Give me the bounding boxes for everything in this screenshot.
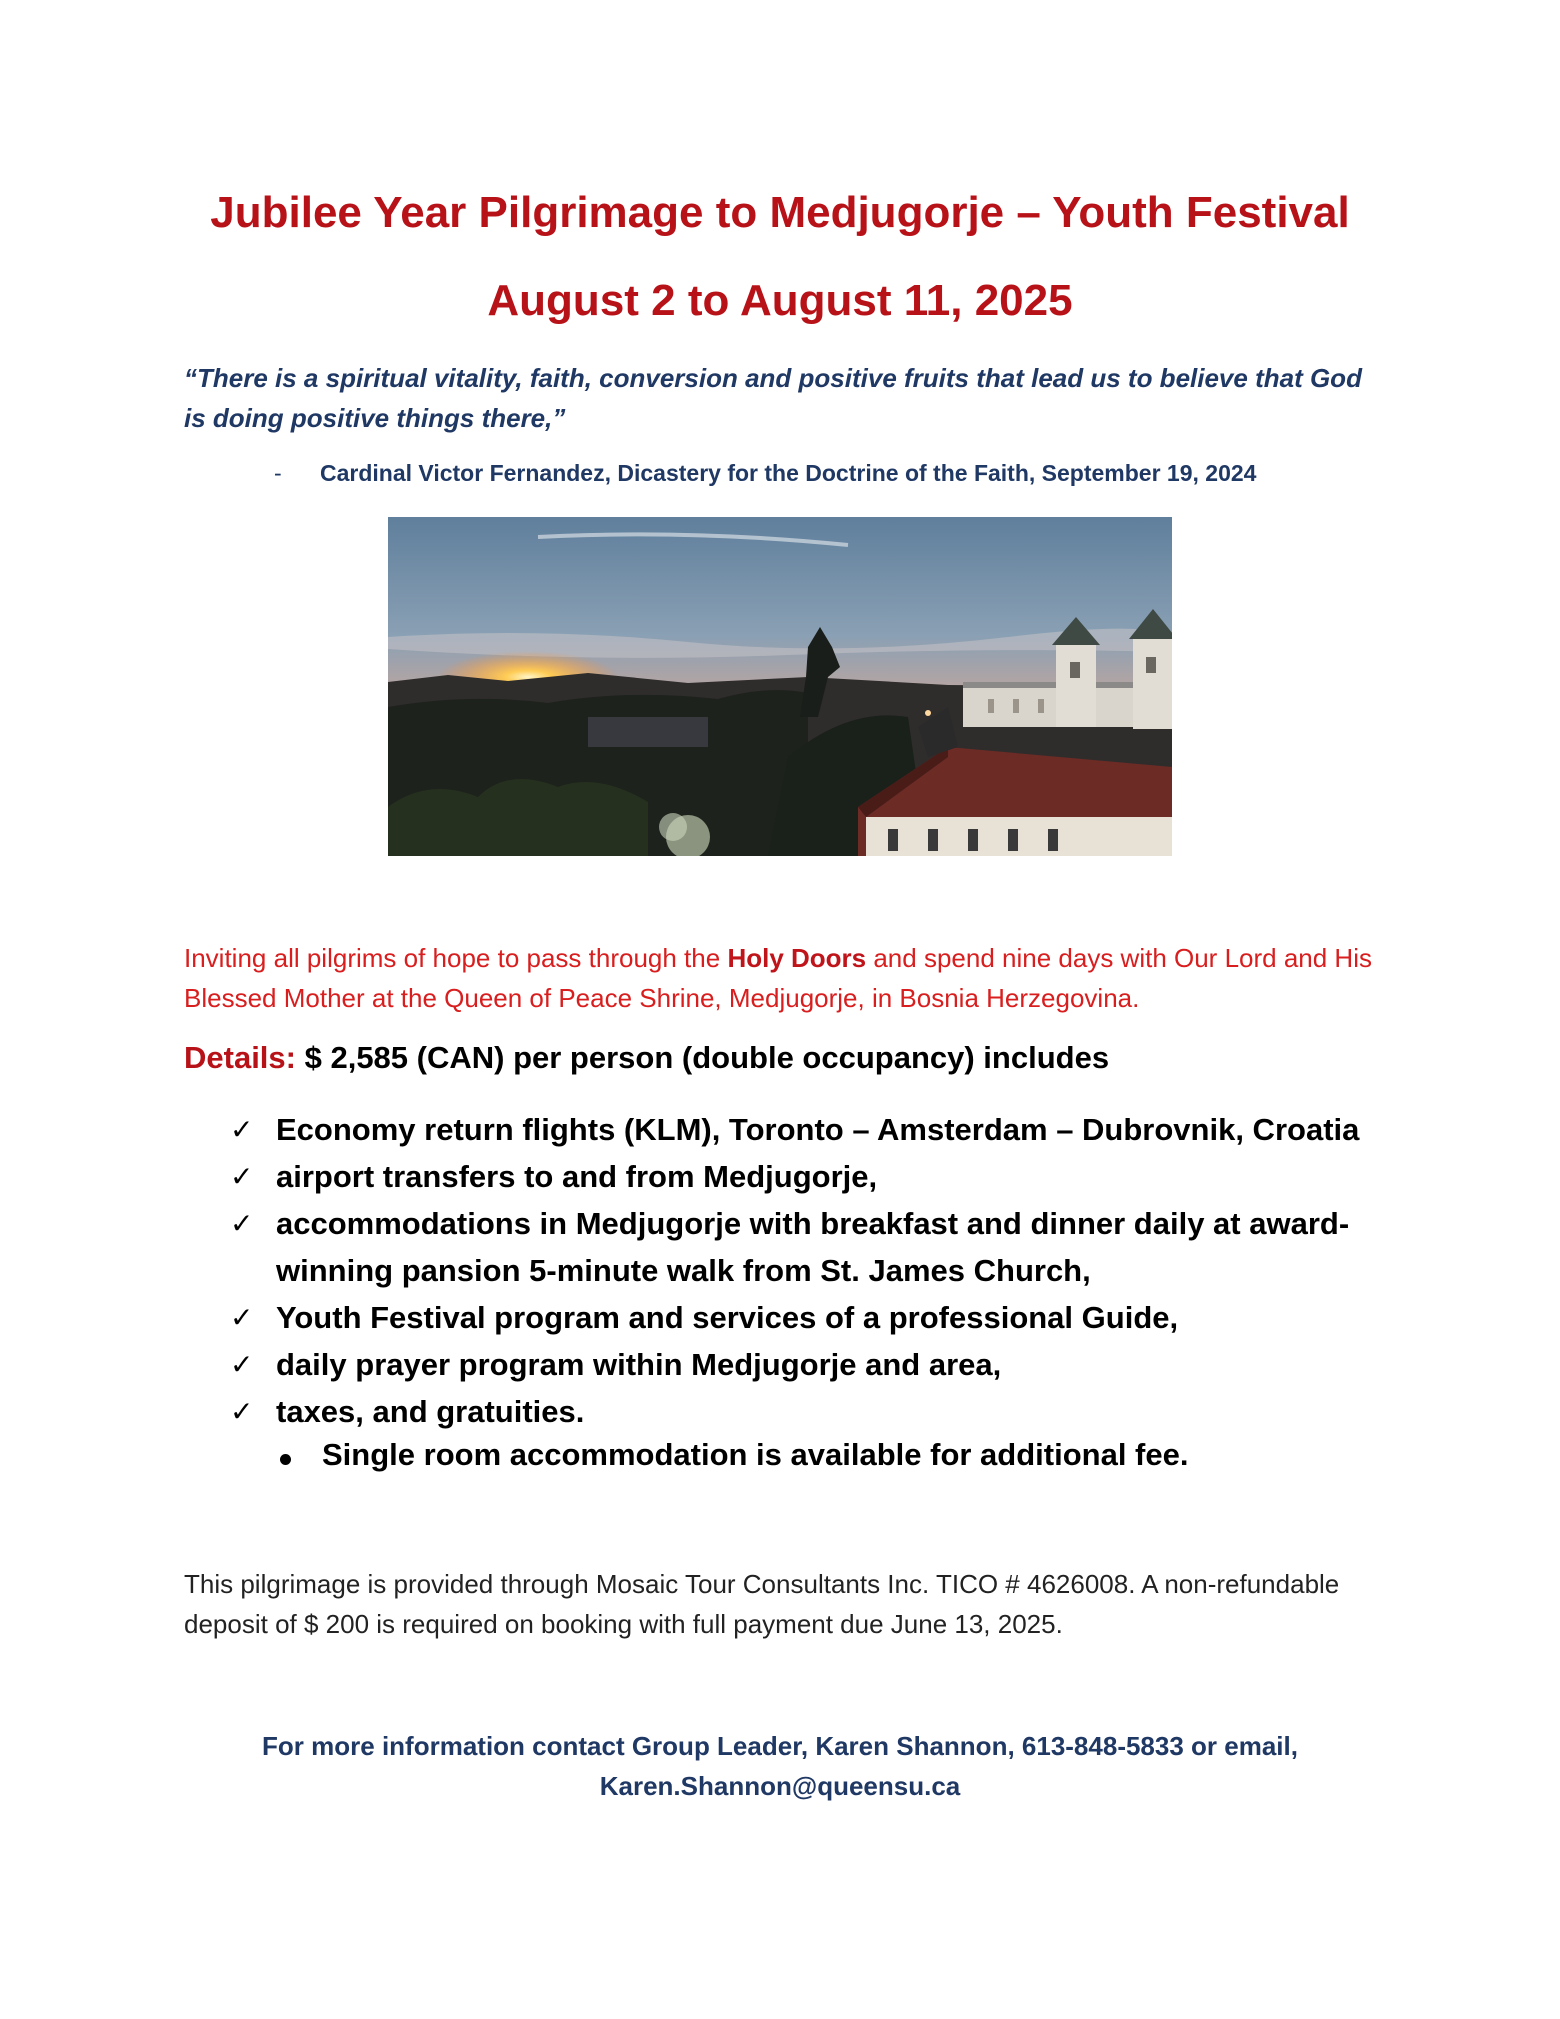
inclusion-text: taxes, and gratuities. xyxy=(276,1394,585,1429)
attribution-dash: - xyxy=(274,460,282,486)
contact-block xyxy=(0,1726,1560,1806)
checkmark-icon: ✓ xyxy=(230,1349,254,1380)
contact-line: For more information contact Group Leader, Karen Shannon, 613-848-5833 or email, xyxy=(262,1731,1298,1761)
list-item xyxy=(230,1200,1390,1294)
page-title: Jubilee Year Pilgrimage to Medjugorje – Youth Festival xyxy=(210,188,1350,237)
inclusion-text: airport transfers to and from Medjugorje, xyxy=(276,1159,878,1194)
price-text: $ 2,585 (CAN) per person (double occupancy) includes xyxy=(304,1040,1110,1075)
checkmark-icon: ✓ xyxy=(230,1396,254,1427)
holy-doors-highlight: Holy Doors xyxy=(727,943,867,973)
inclusion-text: accommodations in Medjugorje with breakfast and dinner daily at award-winning pansion 5-minute walk from St. James Church, xyxy=(276,1206,1350,1288)
invitation-text-after: and spend nine days with Our Lord and His Blessed Mother at the Queen of Peace Shrine, Medjugorje, in Bosnia Herzegovina. xyxy=(184,943,1372,1013)
list-item xyxy=(230,1153,1390,1200)
checkmark-icon: ✓ xyxy=(230,1161,254,1192)
checkmark-icon: ✓ xyxy=(230,1208,254,1239)
inclusion-text: Youth Festival program and services of a professional Guide, xyxy=(276,1300,1179,1335)
trip-dates: August 2 to August 11, 2025 xyxy=(487,276,1073,325)
inclusion-text: Economy return flights (KLM), Toronto – Amsterdam – Dubrovnik, Croatia xyxy=(276,1112,1360,1147)
inclusion-text: daily prayer program within Medjugorje and area, xyxy=(276,1347,1002,1382)
single-room-note xyxy=(276,1437,1188,1473)
invitation-text-before: Inviting all pilgrims of hope to pass through the xyxy=(184,943,728,973)
details-heading xyxy=(184,1040,1109,1076)
checkmark-icon: ✓ xyxy=(230,1302,254,1333)
checkmark-icon: ✓ xyxy=(230,1114,254,1145)
list-item xyxy=(230,1388,1390,1435)
invitation-paragraph xyxy=(184,938,1404,1018)
single-room-text: Single room accommodation is available for additional fee. xyxy=(322,1437,1189,1472)
contact-email-link[interactable]: Karen.Shannon@queensu.ca xyxy=(599,1771,961,1801)
list-item xyxy=(230,1106,1390,1153)
bullet-icon xyxy=(280,1454,291,1465)
details-label: Details: xyxy=(184,1040,296,1075)
list-item xyxy=(230,1341,1390,1388)
quote-text: “There is a spiritual vitality, faith, conversion and positive fruits that lead us to believe that God is doing positive things there,” xyxy=(184,363,1362,433)
list-item xyxy=(230,1294,1390,1341)
inclusions-list xyxy=(230,1106,1390,1435)
provider-paragraph: This pilgrimage is provided through Mosaic Tour Consultants Inc. TICO # 4626008. A non-refundable deposit of $ 200 is required on booking with full payment due June 13, 2025. xyxy=(184,1569,1340,1639)
sunset-church-photo xyxy=(388,517,1172,856)
attribution-text: Cardinal Victor Fernandez, Dicastery for the Doctrine of the Faith, September 19, 2024 xyxy=(320,460,1257,486)
